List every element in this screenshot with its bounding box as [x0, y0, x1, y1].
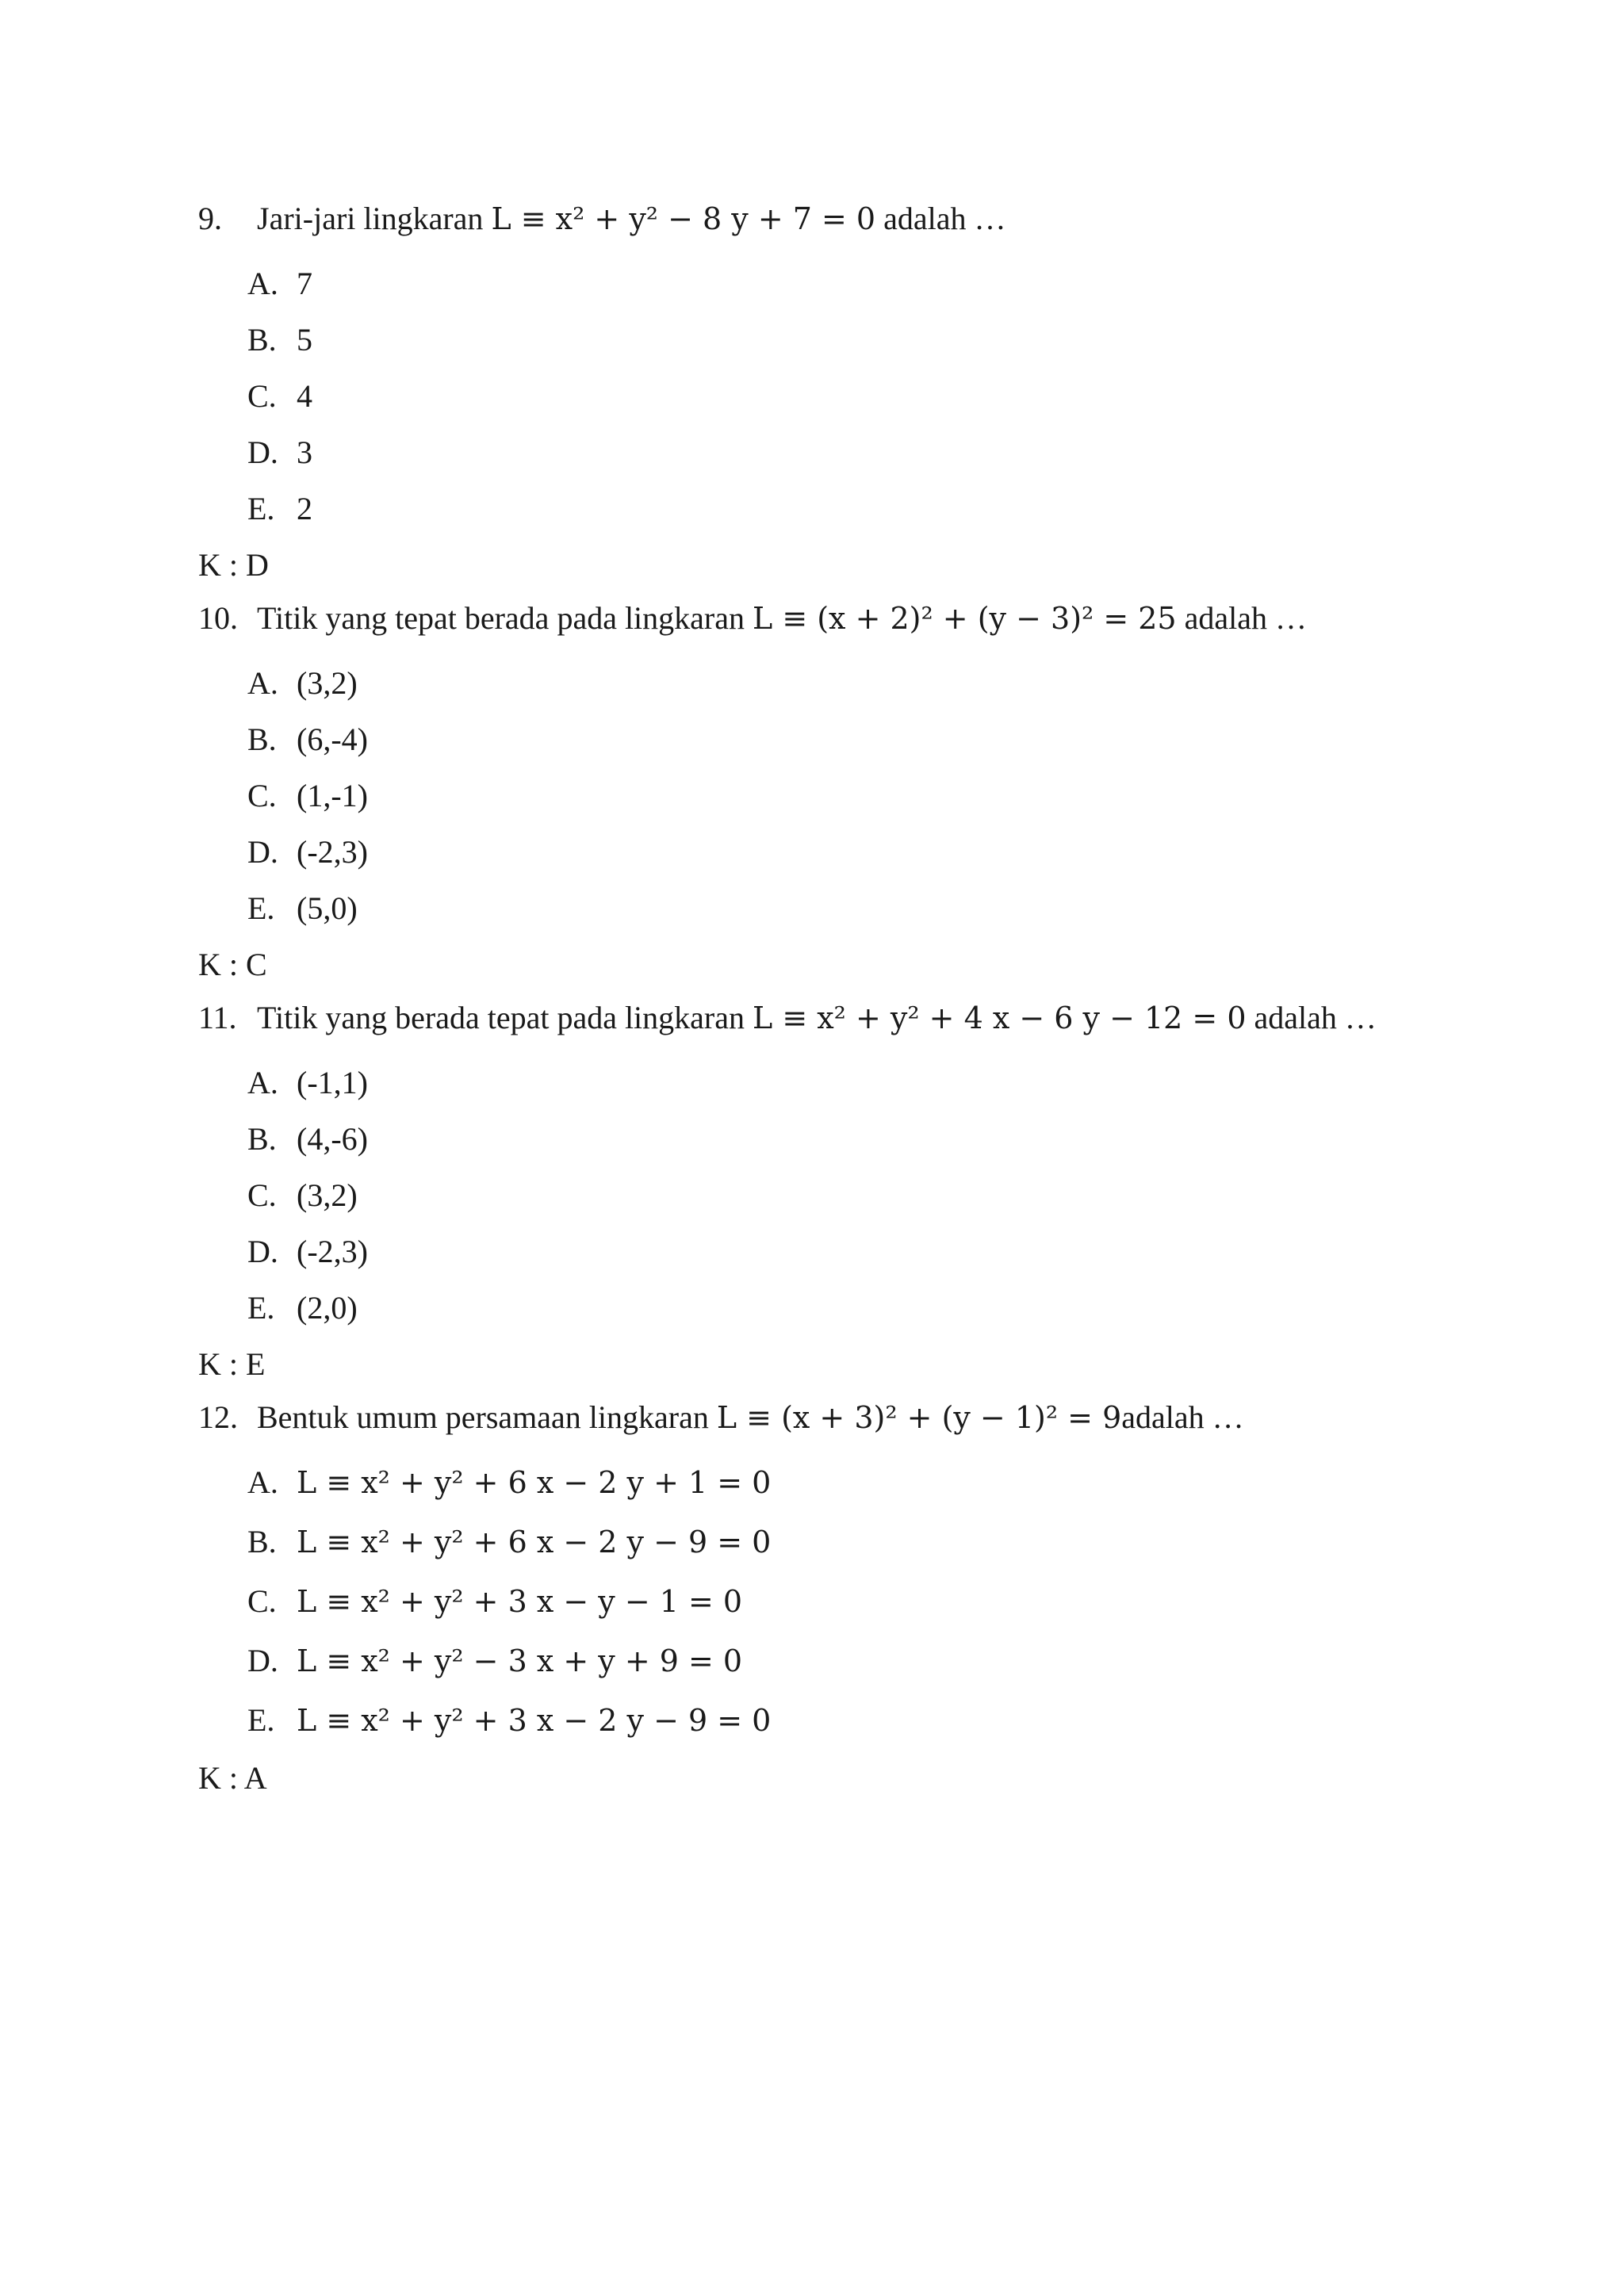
option-c: [247, 1571, 1435, 1631]
option-list: [247, 255, 1435, 537]
option-text: 4: [297, 378, 312, 414]
option-list: [247, 655, 1435, 936]
option-a: [247, 1054, 1435, 1111]
equation: L ≡ x² + y² + 4 x − 6 y − 12 = 0: [753, 1001, 1247, 1035]
question-stem: [198, 1397, 1435, 1438]
question-number: 10.: [198, 600, 238, 636]
option-e: [247, 880, 1435, 936]
option-text: (4,-6): [297, 1121, 368, 1157]
stem-text: Titik yang berada tepat pada lingkaran: [257, 1000, 753, 1035]
option-a: [247, 255, 1435, 312]
option-letter: E.: [247, 1290, 275, 1326]
option-letter: E.: [247, 491, 275, 526]
option-e: [247, 480, 1435, 537]
equation: L ≡ x² + y² − 8 y + 7 = 0: [491, 201, 876, 236]
question-11: [198, 997, 1435, 1392]
option-d: [247, 424, 1435, 480]
option-a: [247, 1452, 1435, 1512]
option-text: (3,2): [297, 1177, 358, 1213]
question-number: 12.: [198, 1399, 238, 1435]
option-letter: D.: [247, 1643, 278, 1678]
question-9: [198, 198, 1435, 593]
question-stem: [198, 198, 1435, 239]
option-letter: A.: [247, 665, 278, 701]
question-12: [198, 1397, 1435, 1806]
answer-key: K : D: [198, 547, 269, 583]
answer-key: K : C: [198, 947, 267, 982]
stem-suffix: adalah …: [1121, 1399, 1244, 1435]
option-c: [247, 767, 1435, 824]
stem-suffix: adalah …: [1176, 600, 1307, 636]
option-text: 7: [297, 266, 312, 301]
option-text: (5,0): [297, 890, 358, 926]
option-letter: C.: [247, 378, 277, 414]
option-b: [247, 312, 1435, 368]
equation: L ≡ (x + 3)² + (y − 1)² = 9: [716, 1400, 1122, 1435]
stem-text: Titik yang tepat berada pada lingkaran: [257, 600, 753, 636]
option-e: [247, 1690, 1435, 1750]
option-letter: B.: [247, 1524, 277, 1559]
stem-suffix: adalah …: [875, 201, 1006, 236]
option-a: [247, 655, 1435, 711]
option-c: [247, 1167, 1435, 1223]
option-d: [247, 1631, 1435, 1690]
option-b: [247, 1512, 1435, 1571]
equation: L ≡ (x + 2)² + (y − 3)² = 25: [753, 601, 1177, 636]
option-d: [247, 824, 1435, 880]
answer-key: K : E: [198, 1346, 266, 1382]
question-number: 9.: [198, 201, 222, 236]
option-b: [247, 1111, 1435, 1167]
option-text: L ≡ x² + y² − 3 x + y + 9 = 0: [297, 1644, 743, 1678]
option-e: [247, 1280, 1435, 1336]
option-letter: D.: [247, 834, 278, 870]
option-letter: D.: [247, 1234, 278, 1269]
option-text: (-1,1): [297, 1065, 368, 1100]
option-text: (2,0): [297, 1290, 358, 1326]
question-stem: [198, 997, 1435, 1039]
option-letter: C.: [247, 1177, 277, 1213]
option-letter: E.: [247, 890, 275, 926]
option-text: (-2,3): [297, 1234, 368, 1269]
option-text: L ≡ x² + y² + 6 x − 2 y − 9 = 0: [297, 1525, 772, 1559]
option-letter: D.: [247, 434, 278, 470]
option-letter: C.: [247, 778, 277, 813]
option-text: L ≡ x² + y² + 3 x − 2 y − 9 = 0: [297, 1703, 772, 1738]
option-text: 5: [297, 322, 312, 358]
question-stem: [198, 598, 1435, 639]
option-text: L ≡ x² + y² + 6 x − 2 y + 1 = 0: [297, 1465, 772, 1500]
stem-suffix: adalah …: [1246, 1000, 1377, 1035]
option-letter: B.: [247, 721, 277, 757]
option-letter: B.: [247, 322, 277, 358]
stem-text: Bentuk umum persamaan lingkaran: [257, 1399, 717, 1435]
question-number: 11.: [198, 1000, 237, 1035]
option-text: (6,-4): [297, 721, 368, 757]
option-text: (3,2): [297, 665, 358, 701]
option-text: 2: [297, 491, 312, 526]
option-letter: A.: [247, 1065, 278, 1100]
option-list: [247, 1452, 1435, 1750]
option-letter: A.: [247, 266, 278, 301]
option-c: [247, 368, 1435, 424]
question-10: [198, 598, 1435, 993]
option-letter: C.: [247, 1583, 277, 1619]
option-text: L ≡ x² + y² + 3 x − y − 1 = 0: [297, 1584, 743, 1619]
option-letter: B.: [247, 1121, 277, 1157]
option-text: 3: [297, 434, 312, 470]
stem-text: Jari-jari lingkaran: [257, 201, 492, 236]
option-list: [247, 1054, 1435, 1336]
answer-key: K : A: [198, 1760, 267, 1796]
option-letter: E.: [247, 1702, 275, 1738]
option-b: [247, 711, 1435, 767]
option-letter: A.: [247, 1464, 278, 1500]
option-text: (1,-1): [297, 778, 368, 813]
option-d: [247, 1223, 1435, 1280]
option-text: (-2,3): [297, 834, 368, 870]
